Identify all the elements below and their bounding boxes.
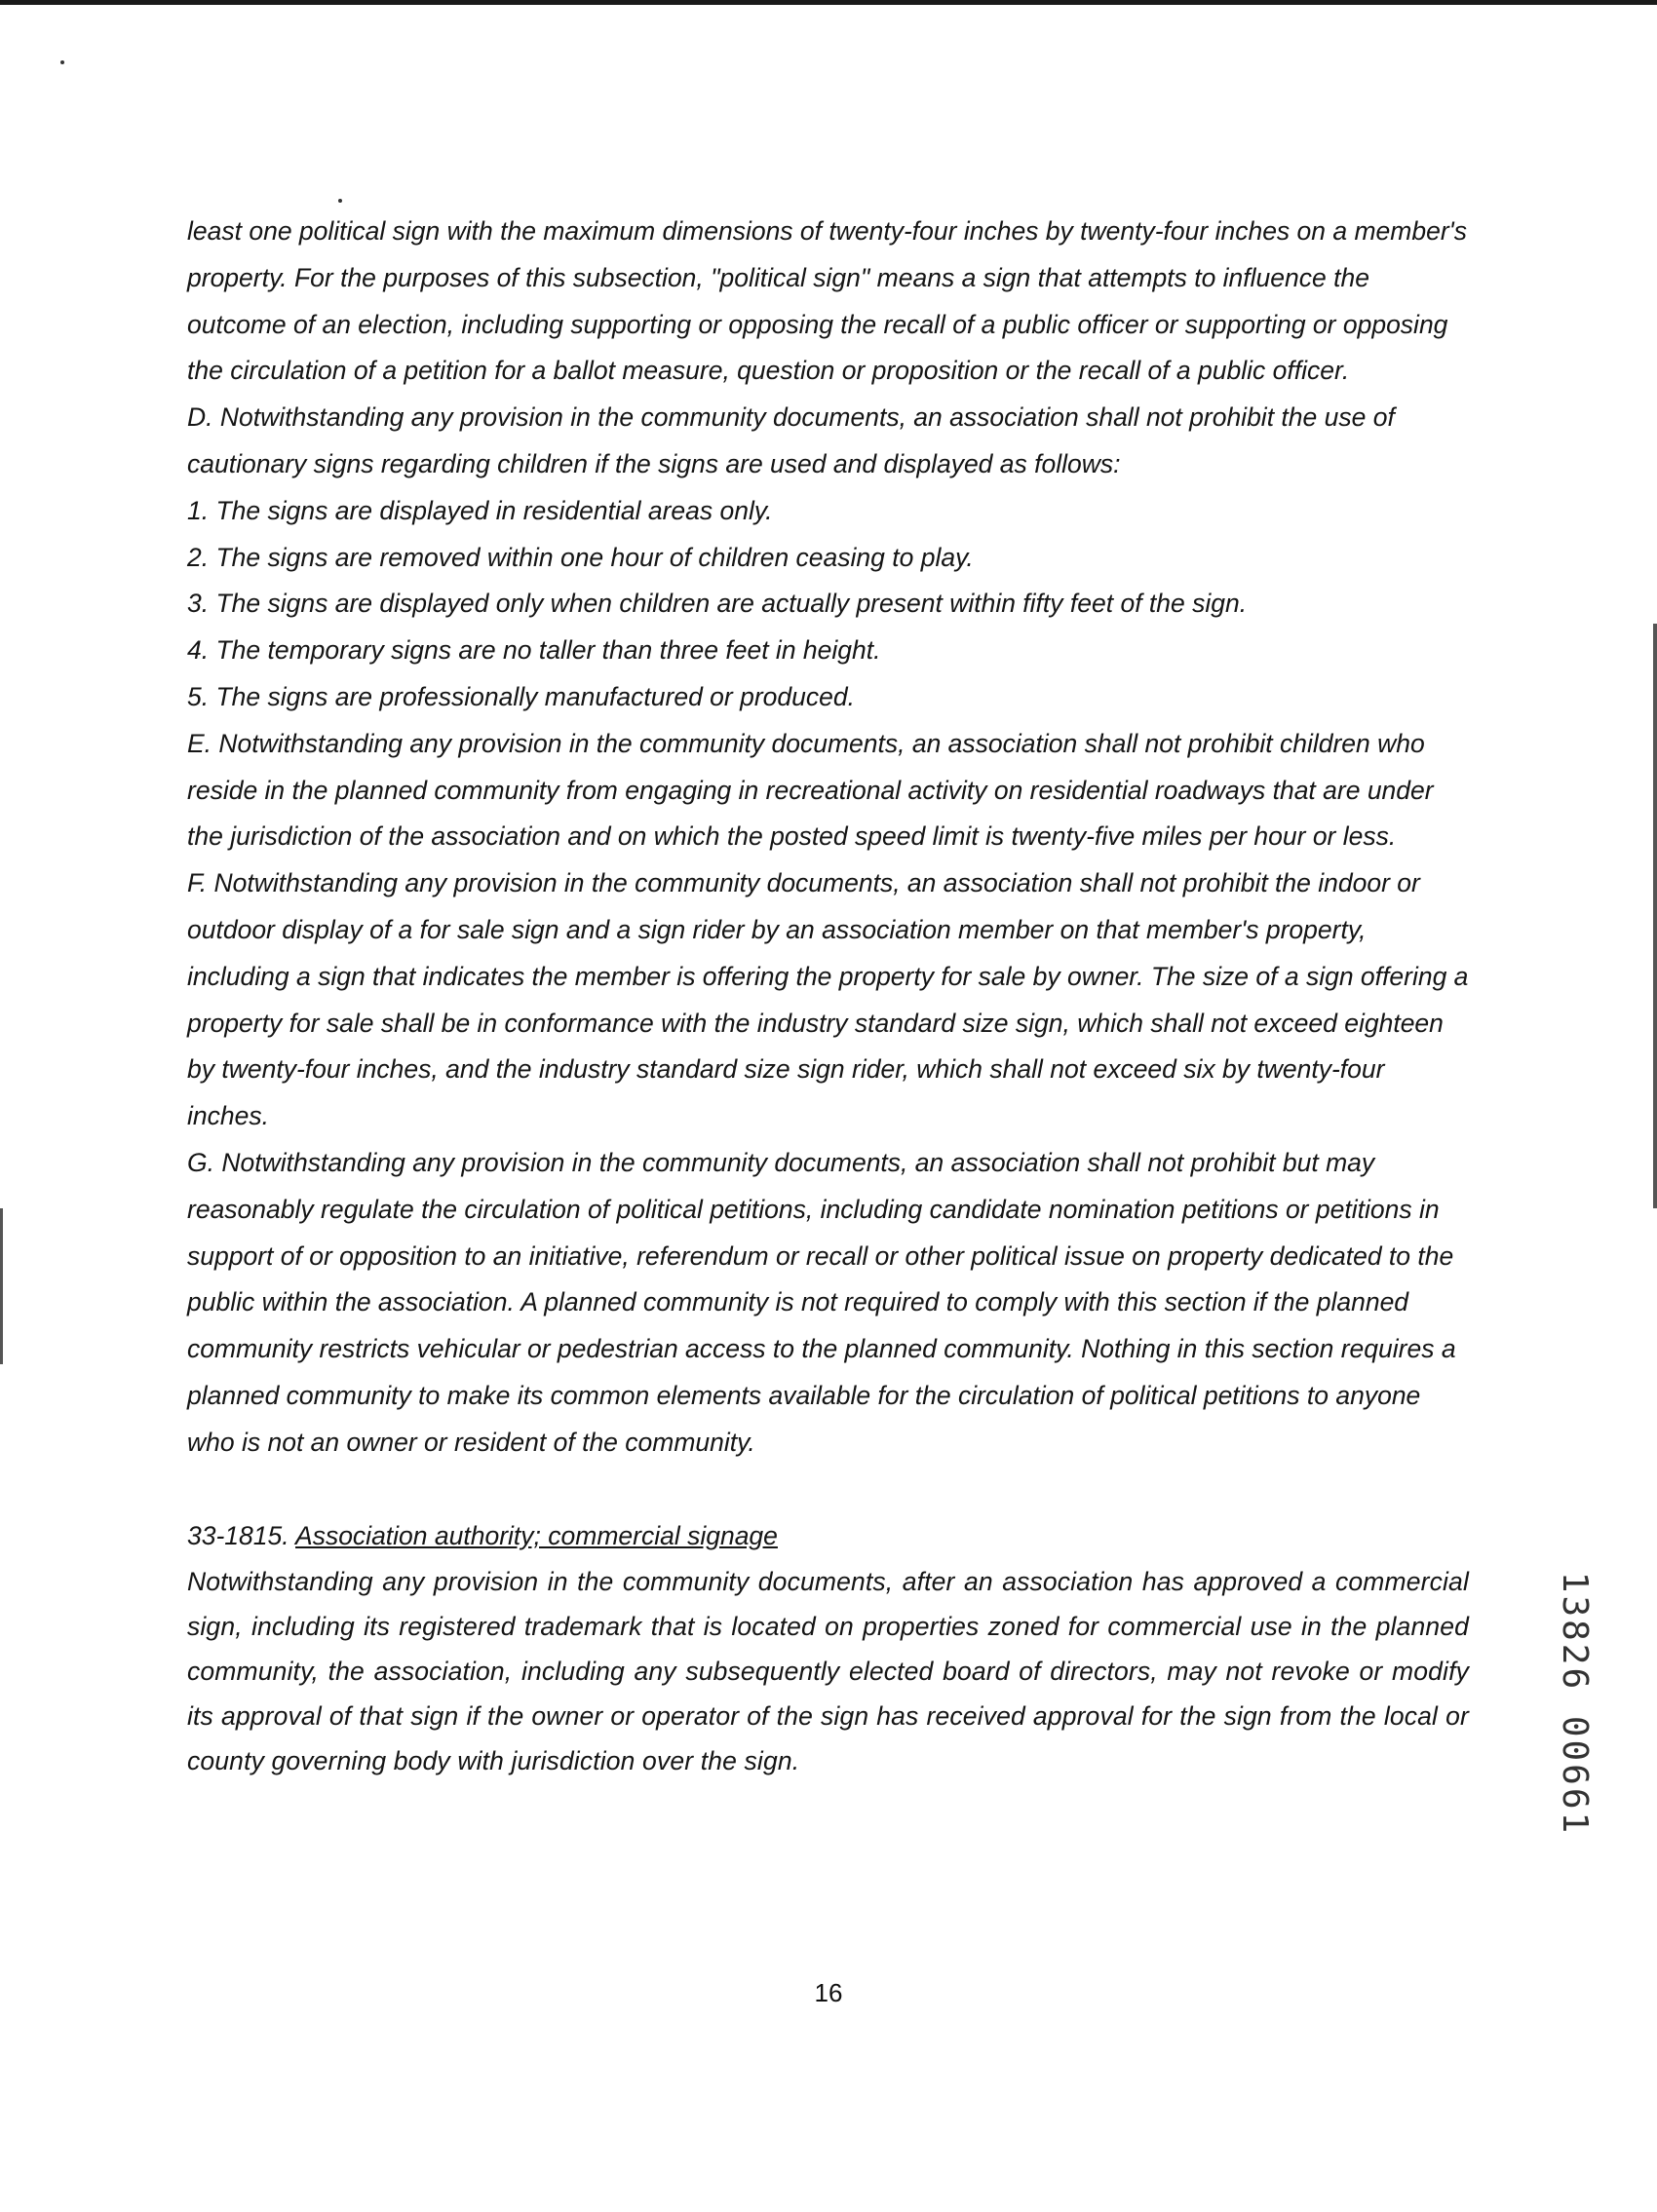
- scan-edge-mark-right-top: [1653, 624, 1657, 1208]
- section-heading: [187, 1513, 1469, 1560]
- scan-speck: [60, 60, 64, 64]
- scan-speck: [338, 199, 342, 203]
- document-body: [187, 209, 1469, 1783]
- section-body: Notwithstanding any provision in the community documents, after an association has approved a commercial sign, including its registered trademark that is located on properties zoned for commercial use in the planned community, the association, including any subsequently elected board of directors, may not revoke or modify its approval of that sign if the owner or operator of the sign has received approval for the sign from the local or county governing body with jurisdiction over the sign.: [187, 1567, 1469, 1776]
- scan-top-border: [0, 0, 1657, 5]
- paragraph-f: F. Notwithstanding any provision in the community documents, an association shall not prohibit the indoor or outdoor display of a for sale sign and a sign rider by an association member on that member's property, including a sign that indicates the member is offering the property for sale by owner. The size of a sign offering a property for sale shall be in conformance with the industry standard size sign, which shall not exceed eighteen by twenty-four inches, and the industry standard size sign rider, which shall not exceed six by twenty-four inches.: [187, 868, 1469, 1131]
- paragraph-g: G. Notwithstanding any provision in the community documents, an association shall not prohibit but may reasonably regulate the circulation of political petitions, including candidate nomination petitions or petitions in support of or opposition to an initiative, referendum or recall or other political issue on property dedicated to the public within the association. A planned community is not required to comply with this section if the planned community restricts vehicular or pedestrian access to the planned community. Nothing in this section requires a planned community to make its common elements available for the circulation of political petitions to anyone who is not an owner or resident of the community.: [187, 1147, 1456, 1457]
- list-item-5: 5. The signs are professionally manufactured or produced.: [187, 681, 855, 711]
- section-title: Association authority; commercial signage: [295, 1520, 778, 1550]
- list-item-3: 3. The signs are displayed only when children are actually present within fifty feet of the sign.: [187, 589, 1248, 619]
- list-item-2: 2. The signs are removed within one hour of children ceasing to play.: [187, 542, 974, 572]
- paragraph-political-sign: least one political sign with the maximum dimensions of twenty-four inches by twenty-four inches on a member's property. For the purposes of this subsection, "political sign" means a sign that attempts to influence the outcome of an election, including supporting or opposing the recall of a public officer or supporting or opposing the circulation of a petition for a ballot measure, question or proposition or the recall of a public officer.: [187, 216, 1467, 386]
- paragraph-e: E. Notwithstanding any provision in the community documents, an association shall not prohibit children who reside in the planned community from engaging in recreational activity on residential roadways that are under the jurisdiction of the association and on which the posted speed limit is twenty-five miles per hour or less.: [187, 728, 1434, 852]
- bates-number: 13826 00661: [1555, 1571, 1596, 1836]
- page-number: 16: [814, 1978, 843, 2007]
- scan-edge-mark-left: [0, 1208, 3, 1364]
- section-spacer: [187, 1467, 1469, 1513]
- list-item-1: 1. The signs are displayed in residential areas only.: [187, 495, 773, 525]
- paragraph-d: D. Notwithstanding any provision in the community documents, an association shall not prohibit the use of cautionary signs regarding children if the signs are used and displayed as follows:: [187, 402, 1395, 478]
- bates-stamp: [1546, 1567, 1604, 1840]
- section-number: 33-1815.: [187, 1520, 289, 1550]
- list-item-4: 4. The temporary signs are no taller than three feet in height.: [187, 635, 881, 666]
